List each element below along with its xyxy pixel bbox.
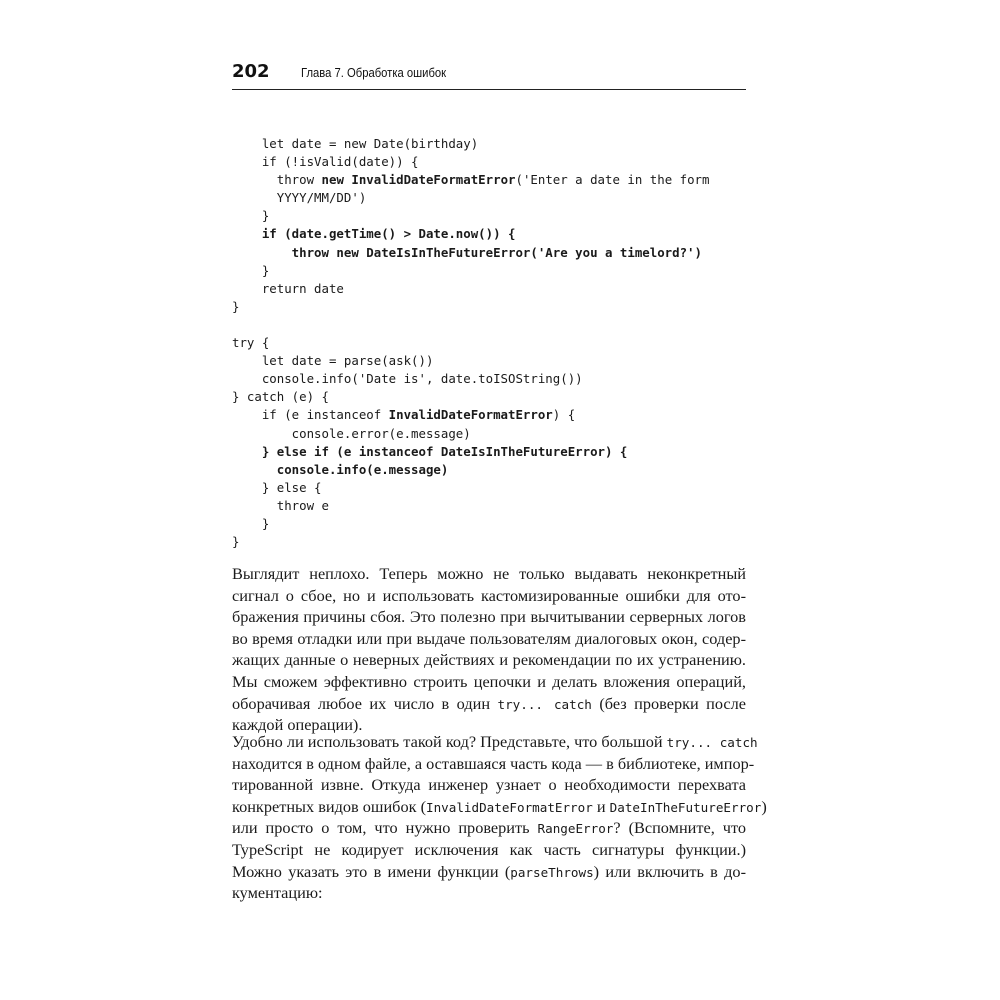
running-header bbox=[232, 62, 746, 90]
code-text: ('Enter a date in the form bbox=[515, 172, 710, 188]
code-text: } catch (e) { bbox=[232, 389, 329, 405]
text-run: бражения причины сбоя. Это полезно при вычитывании серверных логов bbox=[232, 607, 746, 627]
code-line bbox=[232, 171, 752, 189]
text-run: ) или включить в до- bbox=[593, 861, 746, 881]
code-text: let date = new Date(birthday) bbox=[232, 136, 479, 151]
code-emphasis: new InvalidDateFormatError bbox=[321, 172, 516, 188]
code-text: } bbox=[232, 298, 240, 314]
text-line bbox=[232, 753, 755, 775]
code-line bbox=[232, 497, 752, 515]
code-line bbox=[232, 406, 752, 424]
inline-code: DateInTheFutureError bbox=[609, 799, 762, 815]
code-text: } else { bbox=[232, 479, 322, 495]
code-line bbox=[232, 370, 752, 388]
code-text: console.info('Date is', date.toISOString()) bbox=[232, 371, 583, 387]
text-line bbox=[232, 817, 746, 839]
code-text: } bbox=[232, 515, 270, 531]
code-text: YYYY/MM/DD') bbox=[232, 190, 367, 206]
text-line bbox=[232, 861, 746, 883]
inline-code: parseThrows bbox=[510, 864, 594, 880]
text-run: (без проверки после bbox=[591, 693, 746, 713]
text-run: Мы сможем эффективно строить цепочки и делать вложения операций, bbox=[232, 671, 746, 691]
text-run: ? (Вспомните, что bbox=[613, 818, 746, 838]
text-line bbox=[232, 774, 746, 796]
text-run: сигнал о сбое, но и использовать кастомизированные ошибки для ото- bbox=[232, 585, 746, 605]
code-text: let date = parse(ask()) bbox=[232, 353, 434, 369]
text-run: конкретных видов ошибок ( bbox=[232, 796, 426, 816]
code-line bbox=[232, 244, 752, 262]
code-text: } else if (e instanceof DateIsInTheFutureError) { bbox=[232, 443, 628, 459]
code-line bbox=[232, 280, 752, 298]
text-run: оборачивая любое их число в один bbox=[232, 693, 498, 713]
code-line bbox=[232, 153, 752, 171]
text-line bbox=[232, 796, 767, 818]
text-run: Удобно ли использовать такой код? Представьте, что большой bbox=[232, 732, 667, 751]
paragraph-2 bbox=[232, 731, 767, 904]
code-text: } bbox=[232, 262, 270, 278]
code-line bbox=[232, 388, 752, 406]
text-run: находится в одном файле, а оставшаяся часть кода — в библиотеке, импор- bbox=[232, 753, 755, 773]
code-line bbox=[232, 334, 752, 352]
text-run: и bbox=[592, 796, 610, 816]
code-text: console.info(e.message) bbox=[232, 461, 449, 477]
code-text: throw bbox=[232, 172, 322, 188]
code-line bbox=[232, 533, 752, 551]
text-run: кументацию: bbox=[232, 883, 323, 903]
code-text: throw new DateIsInTheFutureError('Are you a timelord?') bbox=[232, 244, 702, 260]
code-line bbox=[232, 135, 752, 153]
inline-code: RangeError bbox=[537, 821, 614, 837]
text-line bbox=[232, 649, 746, 671]
text-line bbox=[232, 585, 746, 607]
code-text: ) { bbox=[552, 407, 576, 423]
code-line bbox=[232, 443, 752, 461]
code-line bbox=[232, 352, 752, 370]
text-line bbox=[232, 693, 746, 715]
code-line bbox=[232, 425, 752, 443]
code-line bbox=[232, 316, 752, 334]
text-line bbox=[232, 731, 758, 753]
text-run: TypeScript не кодирует исключения как часть сигнатуры функции.) bbox=[232, 839, 746, 859]
page-number: 202 bbox=[232, 61, 270, 82]
code-line bbox=[232, 207, 752, 225]
code-line bbox=[232, 298, 752, 316]
code-line bbox=[232, 225, 752, 243]
text-run: каждой операции). bbox=[232, 715, 363, 735]
code-text: } bbox=[232, 534, 240, 550]
code-emphasis: InvalidDateFormatError bbox=[388, 407, 553, 423]
code-line bbox=[232, 189, 752, 207]
text-line bbox=[232, 882, 746, 904]
code-line bbox=[232, 262, 752, 280]
text-run: Выглядит неплохо. Теперь можно не только выдавать неконкретный bbox=[232, 564, 746, 583]
code-text: try { bbox=[232, 335, 270, 351]
inline-code: try... catch bbox=[497, 696, 592, 712]
code-text: throw e bbox=[232, 497, 329, 513]
code-line bbox=[232, 515, 752, 533]
text-line bbox=[232, 628, 746, 650]
text-line bbox=[232, 839, 746, 861]
text-run: Можно указать это в имени функции ( bbox=[232, 861, 511, 881]
code-text: if (date.getTime() > Date.now()) { bbox=[232, 226, 516, 242]
text-run: тированной извне. Откуда инженер узнает о необходимости перехвата bbox=[232, 775, 746, 795]
code-text: } bbox=[232, 208, 270, 224]
text-line bbox=[232, 563, 746, 585]
code-text: console.error(e.message) bbox=[232, 425, 471, 441]
text-run: жащих данные о неверных действиях и рекомендации по их устранению. bbox=[232, 650, 746, 670]
text-run: или просто о том, что нужно проверить bbox=[232, 818, 538, 838]
text-run: во время отладки или при выдаче пользователям диалоговых окон, содер- bbox=[232, 628, 746, 648]
text-run: ) bbox=[761, 796, 767, 816]
paragraph-1 bbox=[232, 563, 746, 736]
code-text: if (e instanceof bbox=[232, 407, 389, 423]
inline-code: try... catch bbox=[666, 735, 758, 750]
text-line bbox=[232, 606, 746, 628]
text-line bbox=[232, 671, 746, 693]
code-listing bbox=[232, 135, 752, 551]
chapter-title: Глава 7. Обработка ошибок bbox=[301, 66, 447, 80]
inline-code: InvalidDateFormatError bbox=[426, 799, 593, 815]
code-text: if (!isValid(date)) { bbox=[232, 154, 419, 170]
code-text: return date bbox=[232, 280, 344, 296]
code-line bbox=[232, 461, 752, 479]
code-line bbox=[232, 479, 752, 497]
